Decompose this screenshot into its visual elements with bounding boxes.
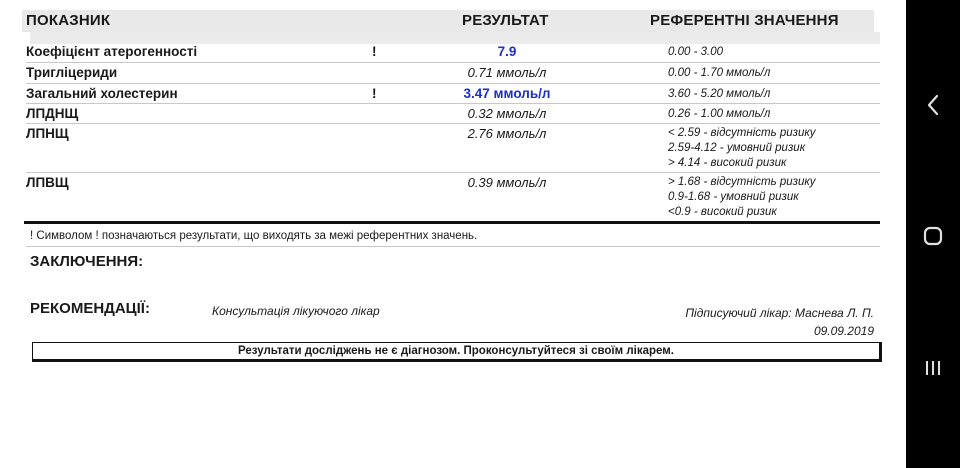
- reference-value: < 2.59 - відсутність ризику 2.59-4.12 - умовний ризик > 4.14 - високий ризик: [668, 127, 816, 169]
- reference-value: 0.26 - 1.00 ммоль/л: [668, 108, 771, 120]
- header-result: РЕЗУЛЬТАТ: [462, 12, 549, 29]
- indicator-name: ЛПДНЩ: [26, 106, 79, 121]
- recommendations-title: РЕКОМЕНДАЦІЇ:: [30, 300, 150, 317]
- disclaimer-box: Результати досліджень не є діагнозом. Проконсультуйтеся зі своїм лікарем.: [32, 342, 882, 362]
- signing-doctor: Підписуючий лікар: Маснева Л. П.: [685, 306, 874, 320]
- abnormal-flag: !: [372, 44, 377, 59]
- reference-value: 0.00 - 3.00: [668, 46, 723, 58]
- back-icon[interactable]: [919, 91, 947, 119]
- result-value: 0.32 ммоль/л: [467, 106, 547, 121]
- result-value: 2.76 ммоль/л: [467, 126, 547, 141]
- android-navigation-bar: [906, 0, 960, 468]
- indicator-name: Тригліцериди: [26, 65, 118, 80]
- note-divider: [26, 246, 880, 247]
- sign-date: 09.09.2019: [813, 324, 874, 338]
- indicator-name: ЛПНЩ: [26, 126, 69, 141]
- abnormal-flag: !: [372, 86, 377, 101]
- table-bottom-rule: [24, 221, 880, 224]
- reference-value: 3.60 - 5.20 ммоль/л: [668, 88, 771, 100]
- table-header: [22, 10, 874, 32]
- indicator-name: Коефіцієнт атерогенності: [26, 44, 198, 59]
- result-value: 0.71 ммоль/л: [467, 65, 547, 80]
- header-divider: [30, 32, 880, 44]
- result-value: 3.47 ммоль/л: [463, 86, 551, 101]
- row-divider: [26, 83, 880, 84]
- header-reference: РЕФЕРЕНТНІ ЗНАЧЕННЯ: [650, 12, 839, 29]
- row-divider: [26, 62, 880, 63]
- header-indicator: ПОКАЗНИК: [26, 12, 111, 29]
- row-divider: [26, 103, 880, 104]
- indicator-name: ЛПВЩ: [26, 175, 69, 190]
- conclusion-title: ЗАКЛЮЧЕННЯ:: [30, 253, 144, 270]
- indicator-name: Загальний холестерин: [26, 86, 178, 101]
- recent-apps-icon[interactable]: [919, 354, 947, 382]
- row-divider: [26, 172, 880, 173]
- result-value: 7.9: [497, 44, 517, 59]
- result-value: 0.39 ммоль/л: [467, 175, 547, 190]
- home-icon[interactable]: [919, 222, 947, 250]
- reference-value: > 1.68 - відсутність ризику 0.9-1.68 - умовний ризик <0.9 - високий ризик: [668, 176, 816, 218]
- legend-note: ! Символом ! позначаються результати, що виходять за межі референтних значень.: [30, 230, 478, 242]
- reference-value: 0.00 - 1.70 ммоль/л: [668, 67, 771, 79]
- row-divider: [26, 123, 880, 124]
- recommendations-text: Консультація лікуючого лікар: [212, 304, 380, 318]
